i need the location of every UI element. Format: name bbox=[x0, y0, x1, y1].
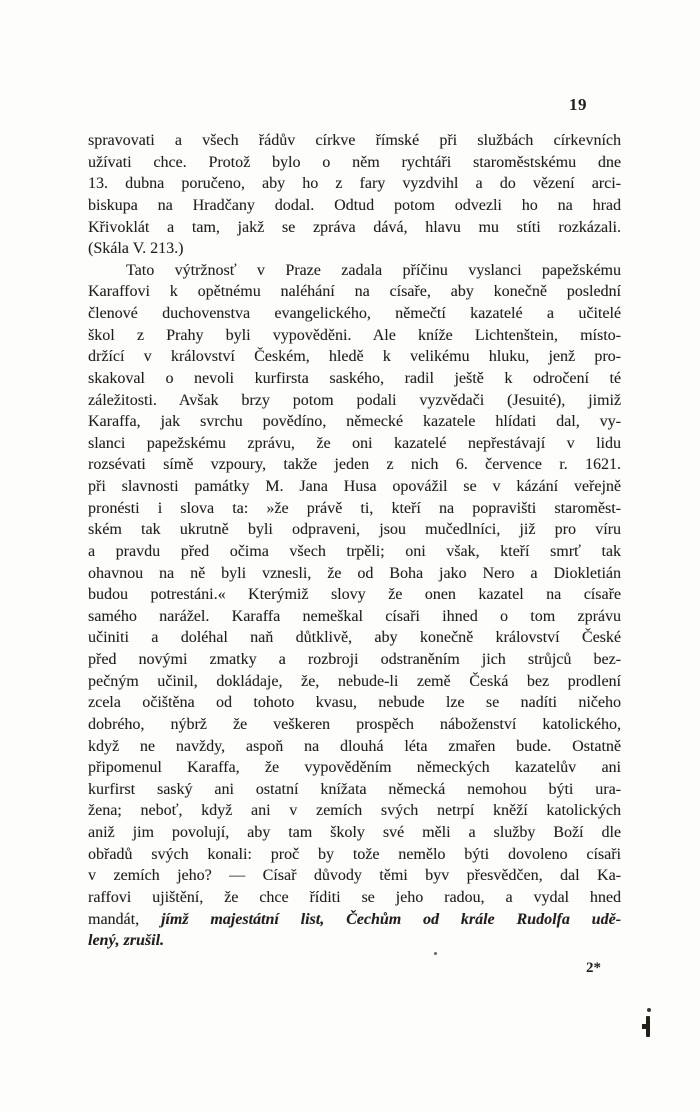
text-line bbox=[88, 325, 621, 347]
text-segment: Karaffovi k opětnému naléhání na císaře, aby konečně poslední bbox=[88, 283, 621, 301]
text-segment: před novými zmatky a rozbroji odstraněním jich strůjců bez- bbox=[88, 651, 621, 668]
text-line bbox=[88, 281, 621, 303]
text-line bbox=[88, 714, 621, 736]
text-segment: samého narážel. Karaffa nemeškal císaři ihned o tom zprávu bbox=[88, 607, 621, 625]
text-line bbox=[88, 130, 621, 152]
text-segment: Karaffa, jak svrchu povědíno, německé kazatele hlídati dal, vy- bbox=[88, 413, 621, 431]
text-line bbox=[88, 303, 621, 325]
text-segment: a pravdu před očima všech trpěli; oni však, kteří smrť tak bbox=[88, 542, 621, 560]
text-segment: Křivoklát a tam, jakž se zpráva dává, hlavu mu stíti rozkázali. bbox=[88, 218, 621, 236]
text-segment: raffovi ujištění, že chce říditi se jeho radou, a vydal hned bbox=[88, 888, 621, 906]
text-line bbox=[88, 757, 621, 779]
text-line bbox=[88, 519, 621, 541]
text-line bbox=[88, 390, 621, 412]
ink-speck bbox=[434, 952, 437, 955]
text-line bbox=[88, 909, 621, 931]
text-segment: držící v království Českém, hledě k velikému hluku, jenž pro- bbox=[88, 348, 621, 366]
text-segment: rozsévati símě vzpoury, takže jeden z nich 6. července r. 1621. bbox=[88, 456, 621, 474]
text-line bbox=[88, 541, 621, 563]
text-line bbox=[88, 368, 621, 390]
text-line bbox=[88, 606, 621, 628]
text-line bbox=[88, 260, 621, 282]
text-segment: dobrého, nýbrž že veškeren prospěch náboženství katolického, bbox=[88, 715, 621, 733]
text-segment: biskupa na Hradčany dodal. Odtud potom odvezli ho na hrad bbox=[88, 196, 621, 214]
text-segment: pronésti i slova ta: »že právě ti, kteří na popravišti staroměst- bbox=[88, 499, 621, 517]
text-line bbox=[88, 671, 621, 693]
text-segment: zcela očištěna od tohoto kvasu, nebude lze se nadíti ničeho bbox=[88, 694, 621, 712]
text-line bbox=[88, 887, 621, 909]
text-segment: spravovati a všech řádův církve římské při službách církevních bbox=[88, 132, 621, 149]
page-number: 19 bbox=[569, 95, 587, 114]
text-line bbox=[88, 454, 621, 476]
text-line bbox=[88, 476, 621, 498]
text-line bbox=[88, 346, 621, 368]
text-line bbox=[88, 195, 621, 217]
ink-artifact-dot bbox=[647, 1008, 651, 1012]
text-segment-italic: lený, zrušil. bbox=[88, 932, 165, 950]
text-line bbox=[88, 173, 621, 195]
text-segment: slanci papežskému zprávu, že oni kazatelé nepřestávají v lidu bbox=[88, 434, 621, 452]
ink-artifact-nub bbox=[642, 1024, 647, 1029]
text-line bbox=[88, 930, 621, 952]
text-segment-italic: jímž majestátní list, Čechům od krále Rudolfa udě- bbox=[160, 910, 622, 928]
text-line bbox=[88, 736, 621, 758]
text-segment: v zemích jeho? — Císař důvody těmi byv přesvědčen, dal Ka- bbox=[88, 867, 621, 885]
text-segment: při slavnosti památky M. Jana Husa opovážil se v kázání veřejně bbox=[88, 478, 621, 495]
text-segment: škol z Prahy byli vypověděni. Ale kníže Lichtenštein, místo- bbox=[88, 326, 621, 344]
text-segment: pečným učinil, dokládaje, že, nebude-li země Česká bez prodlení bbox=[88, 672, 621, 690]
page-text bbox=[88, 130, 621, 952]
text-segment: kurfirst saský ani ostatní knížata německá nemohou býti ura- bbox=[88, 780, 621, 798]
signature-mark: 2* bbox=[586, 960, 601, 976]
text-segment: obřadů svých konali: proč by tože nemělo býti dovoleno císaři bbox=[88, 845, 621, 863]
text-segment: když ne navždy, aspoň na dlouhá léta zmařen bude. Ostatně bbox=[88, 737, 621, 755]
text-line bbox=[88, 584, 621, 606]
text-line bbox=[88, 217, 621, 239]
text-segment: ském tak ukrutně byli odpraveni, jsou mučedlníci, již pro víru bbox=[88, 521, 621, 539]
text-line bbox=[88, 844, 621, 866]
text-segment: ohavnou na ně byli vznesli, že od Boha jako Nero a Diokletián bbox=[88, 564, 621, 582]
text-segment: užívati chce. Protož bylo o něm rychtáři staroměstskému dne bbox=[88, 153, 621, 171]
text-line bbox=[88, 627, 621, 649]
text-segment: žena; neboť, když ani v zemích svých netrpí kněží katolických bbox=[88, 802, 621, 820]
text-segment: 13. dubna poručeno, aby ho z fary vyzdvihl a do vězení arci- bbox=[88, 175, 621, 193]
text-segment: Tato výtržnosť v Praze zadala příčinu vyslanci papežskému bbox=[126, 261, 621, 279]
text-line bbox=[88, 649, 621, 671]
text-segment: skakoval o nevoli kurfirsta saského, radil ještě k odročení té bbox=[88, 369, 621, 387]
text-line bbox=[88, 822, 621, 844]
text-line bbox=[88, 152, 621, 174]
text-line bbox=[88, 498, 621, 520]
text-segment: učiniti a doléhal naň důtklivě, aby konečně království České bbox=[88, 629, 621, 647]
text-segment: připomenul Karaffa, že vypověděním německých kazatelův ani bbox=[88, 759, 621, 777]
text-segment: mandát, bbox=[88, 910, 161, 928]
text-line bbox=[88, 779, 621, 801]
text-line bbox=[88, 692, 621, 714]
text-line bbox=[88, 800, 621, 822]
text-line bbox=[88, 238, 621, 260]
text-line bbox=[88, 433, 621, 455]
text-segment: (Skála V. 213.) bbox=[88, 240, 184, 258]
text-segment: aniž jim povolují, aby tam školy své měli a služby Boží dle bbox=[88, 824, 621, 841]
text-line bbox=[88, 563, 621, 585]
text-segment: budou potrestáni.« Kterýmiž slovy že onen kazatel na císaře bbox=[88, 586, 621, 604]
text-line bbox=[88, 865, 621, 887]
text-segment: záležitosti. Avšak brzy potom podali vyzvědači (Jesuité), jimiž bbox=[88, 391, 621, 409]
text-segment: členové duchovenstva evangelického, němečtí kazatelé a učitelé bbox=[88, 305, 621, 322]
text-line bbox=[88, 411, 621, 433]
